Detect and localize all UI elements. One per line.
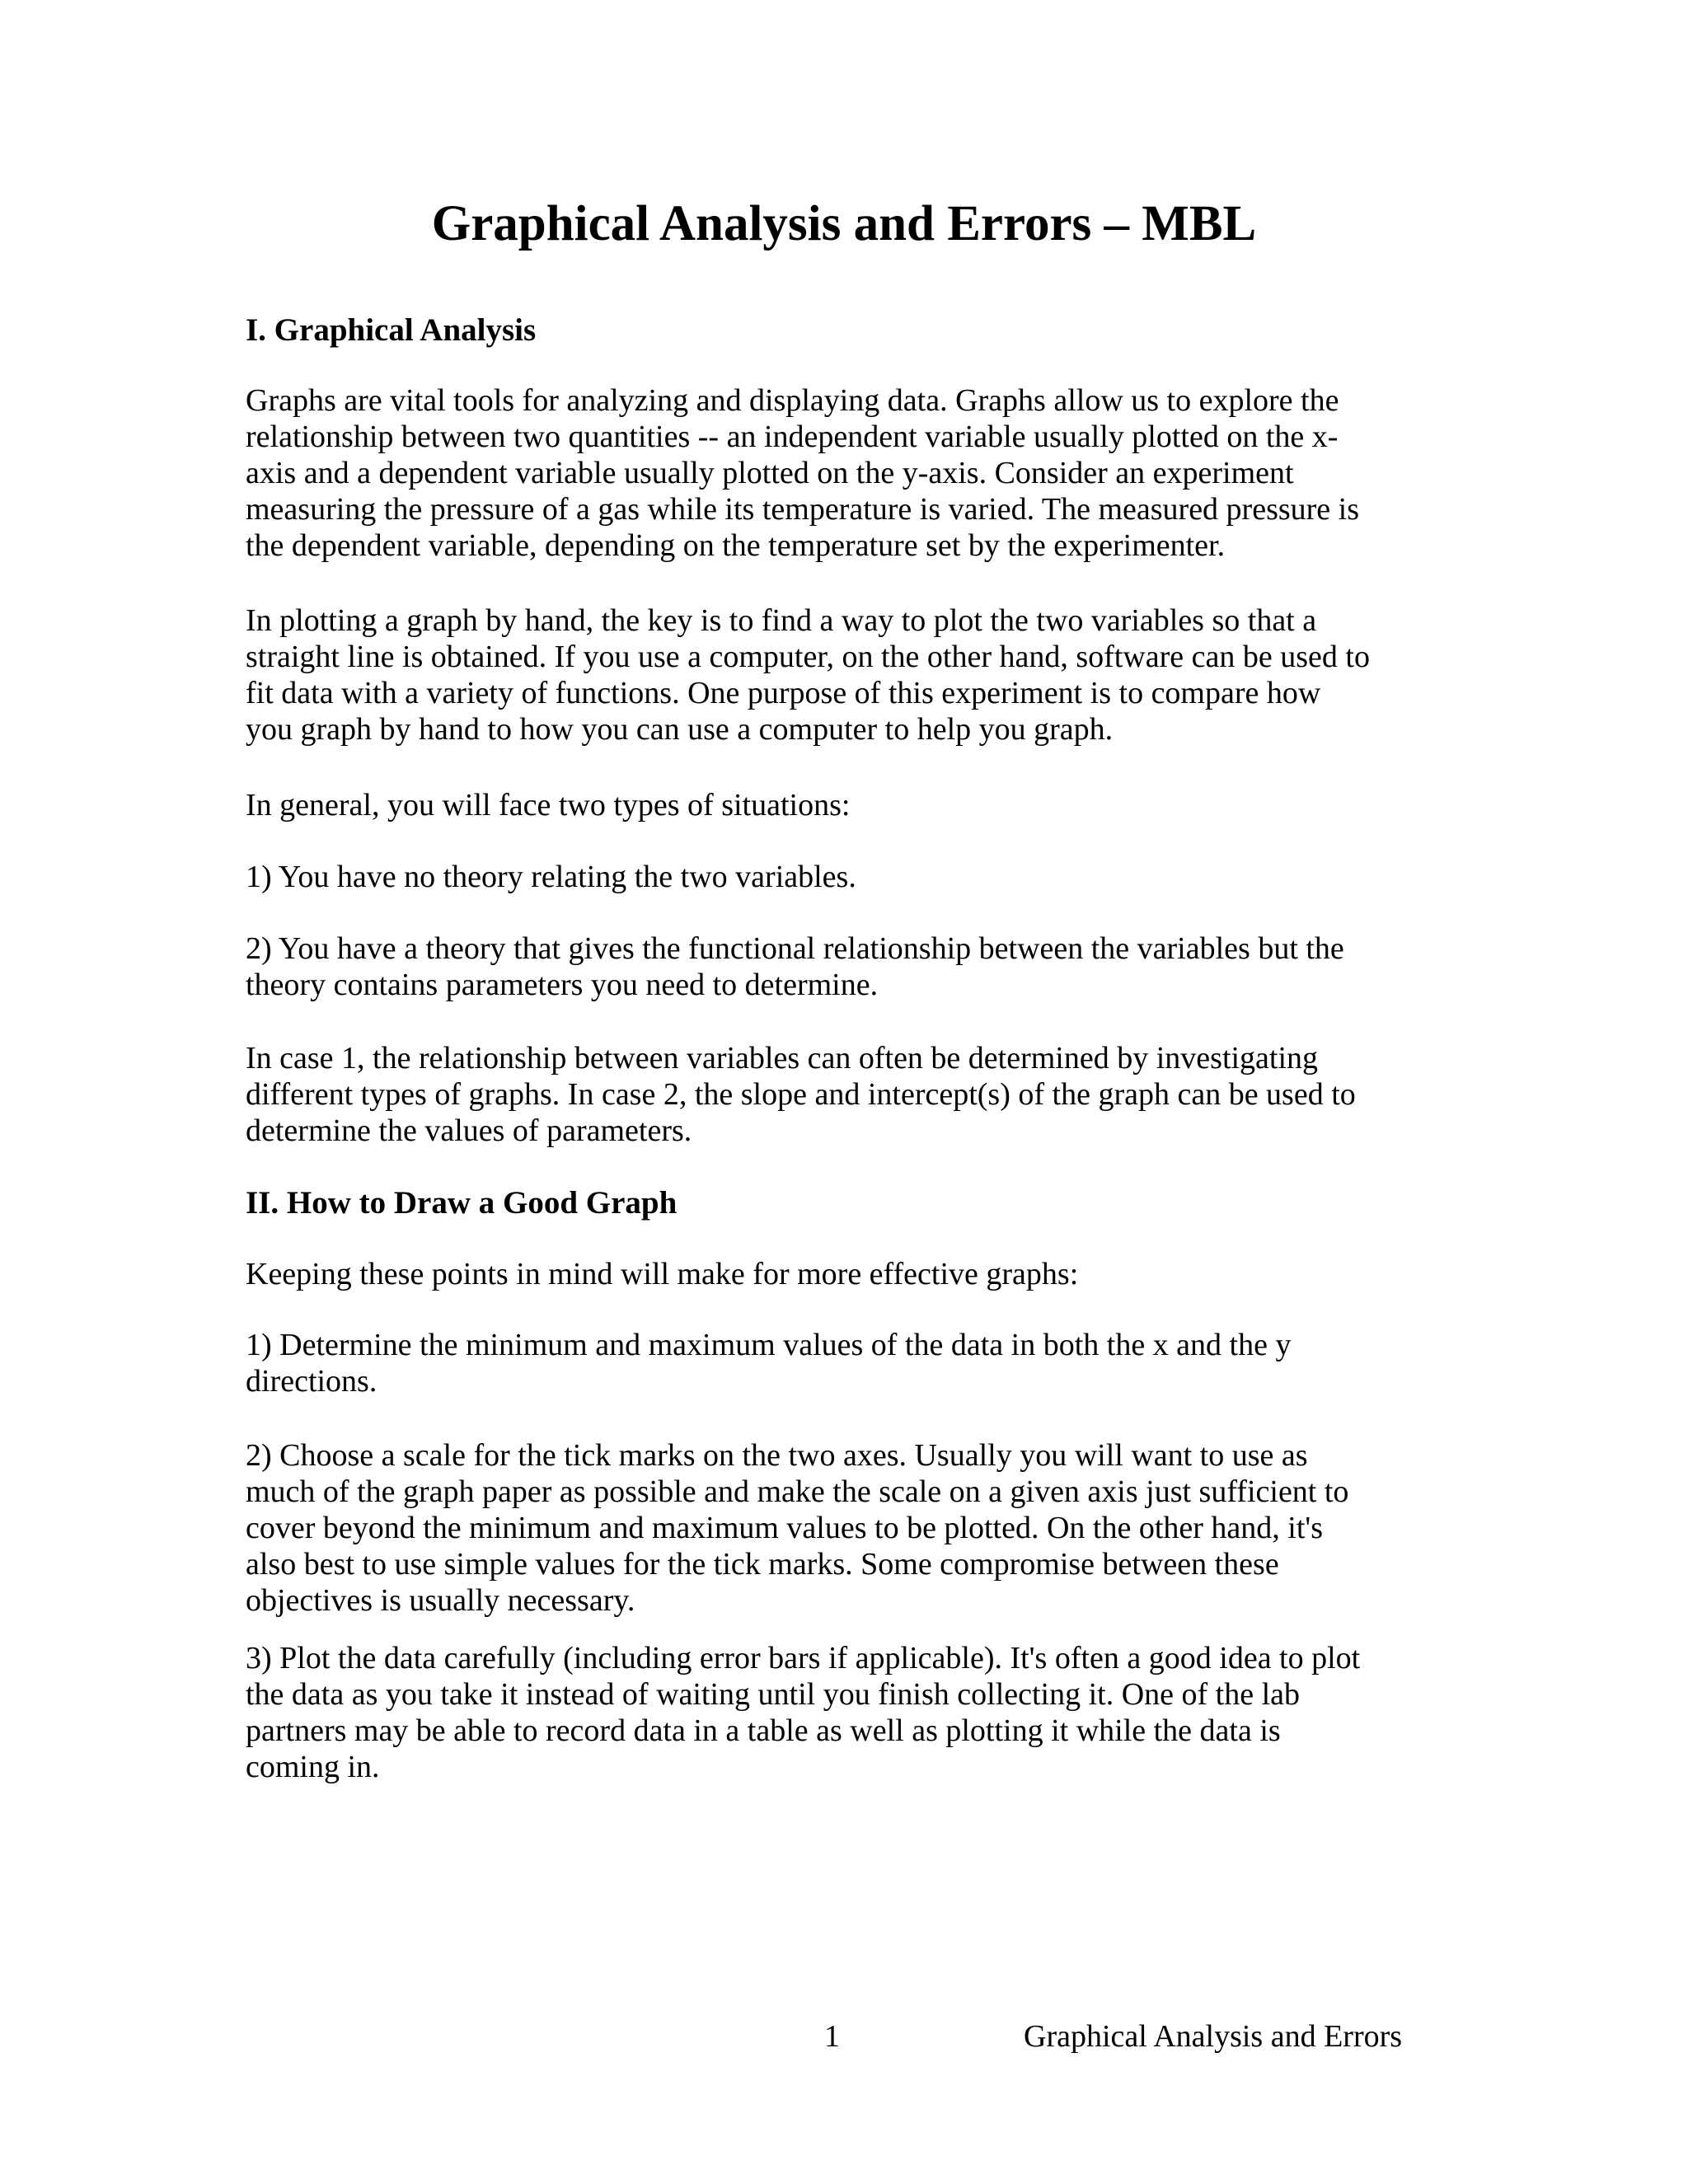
footer-running-title: Graphical Analysis and Errors <box>1024 2019 1403 2054</box>
text-line: different types of graphs. In case 2, the slope and intercept(s) of the graph can be used to <box>246 1077 1356 1112</box>
paragraph-graphs-intro <box>246 382 1449 564</box>
text-line: In plotting a graph by hand, the key is to find a way to plot the two variables so that a <box>246 603 1317 638</box>
footer-page-number: 1 <box>824 2019 840 2054</box>
text-line: partners may be able to record data in a table as well as plotting it while the data is <box>246 1713 1281 1748</box>
text-line: theory contains parameters you need to determine. <box>246 968 879 1002</box>
paragraph-point-1 <box>246 1327 1449 1399</box>
text-line: 3) Plot the data carefully (including error bars if applicable). It's often a good idea to plot <box>246 1641 1361 1675</box>
text-line: 2) Choose a scale for the tick marks on the two axes. Usually you will want to use as <box>246 1438 1308 1473</box>
text-line: straight line is obtained. If you use a computer, on the other hand, software can be used to <box>246 640 1370 674</box>
text-line: the data as you take it instead of waiting until you finish collecting it. One of the lab <box>246 1677 1301 1712</box>
text-line: you graph by hand to how you can use a computer to help you graph. <box>246 712 1114 747</box>
text-line: relationship between two quantities -- an independent variable usually plotted on the x- <box>246 419 1339 454</box>
text-line: much of the graph paper as possible and make the scale on a given axis just sufficient to <box>246 1474 1349 1509</box>
text-line: 1) You have no theory relating the two variables. <box>246 860 856 894</box>
text-line: Graphs are vital tools for analyzing and displaying data. Graphs allow us to explore the <box>246 383 1339 418</box>
text-line: cover beyond the minimum and maximum values to be plotted. On the other hand, it's <box>246 1511 1324 1545</box>
text-line: objectives is usually necessary. <box>246 1583 635 1618</box>
text-line: the dependent variable, depending on the temperature set by the experimenter. <box>246 528 1226 563</box>
text-line: In general, you will face two types of situations: <box>246 788 851 823</box>
text-line: coming in. <box>246 1750 380 1784</box>
paragraph-case-analysis <box>246 1040 1449 1149</box>
text-line: 2) You have a theory that gives the functional relationship between the variables but the <box>246 931 1344 966</box>
document-title: Graphical Analysis and Errors – MBL <box>431 196 1257 251</box>
paragraph-plotting-by-hand <box>246 602 1449 748</box>
paragraph-point-2 <box>246 1437 1449 1619</box>
text-line: In case 1, the relationship between variables can often be determined by investigating <box>246 1041 1319 1076</box>
section-heading-good-graph: II. How to Draw a Good Graph <box>246 1185 678 1221</box>
text-line: also best to use simple values for the tick marks. Some compromise between these <box>246 1547 1279 1582</box>
paragraph-situation-2 <box>246 930 1449 1003</box>
text-line: determine the values of parameters. <box>246 1113 692 1148</box>
text-line: 1) Determine the minimum and maximum values of the data in both the x and the y <box>246 1328 1292 1362</box>
text-line: axis and a dependent variable usually plotted on the y-axis. Consider an experiment <box>246 456 1294 490</box>
section-heading-graphical-analysis: I. Graphical Analysis <box>246 312 537 348</box>
text-line: directions. <box>246 1364 377 1399</box>
text-line: fit data with a variety of functions. One purpose of this experiment is to compare how <box>246 676 1321 710</box>
paragraph-two-situations <box>246 787 1449 823</box>
paragraph-effective-graphs <box>246 1256 1449 1292</box>
text-line: Keeping these points in mind will make for more effective graphs: <box>246 1257 1079 1291</box>
paragraph-situation-1 <box>246 859 1449 895</box>
text-line: measuring the pressure of a gas while its temperature is varied. The measured pressure is <box>246 492 1360 527</box>
paragraph-point-3 <box>246 1640 1449 1785</box>
